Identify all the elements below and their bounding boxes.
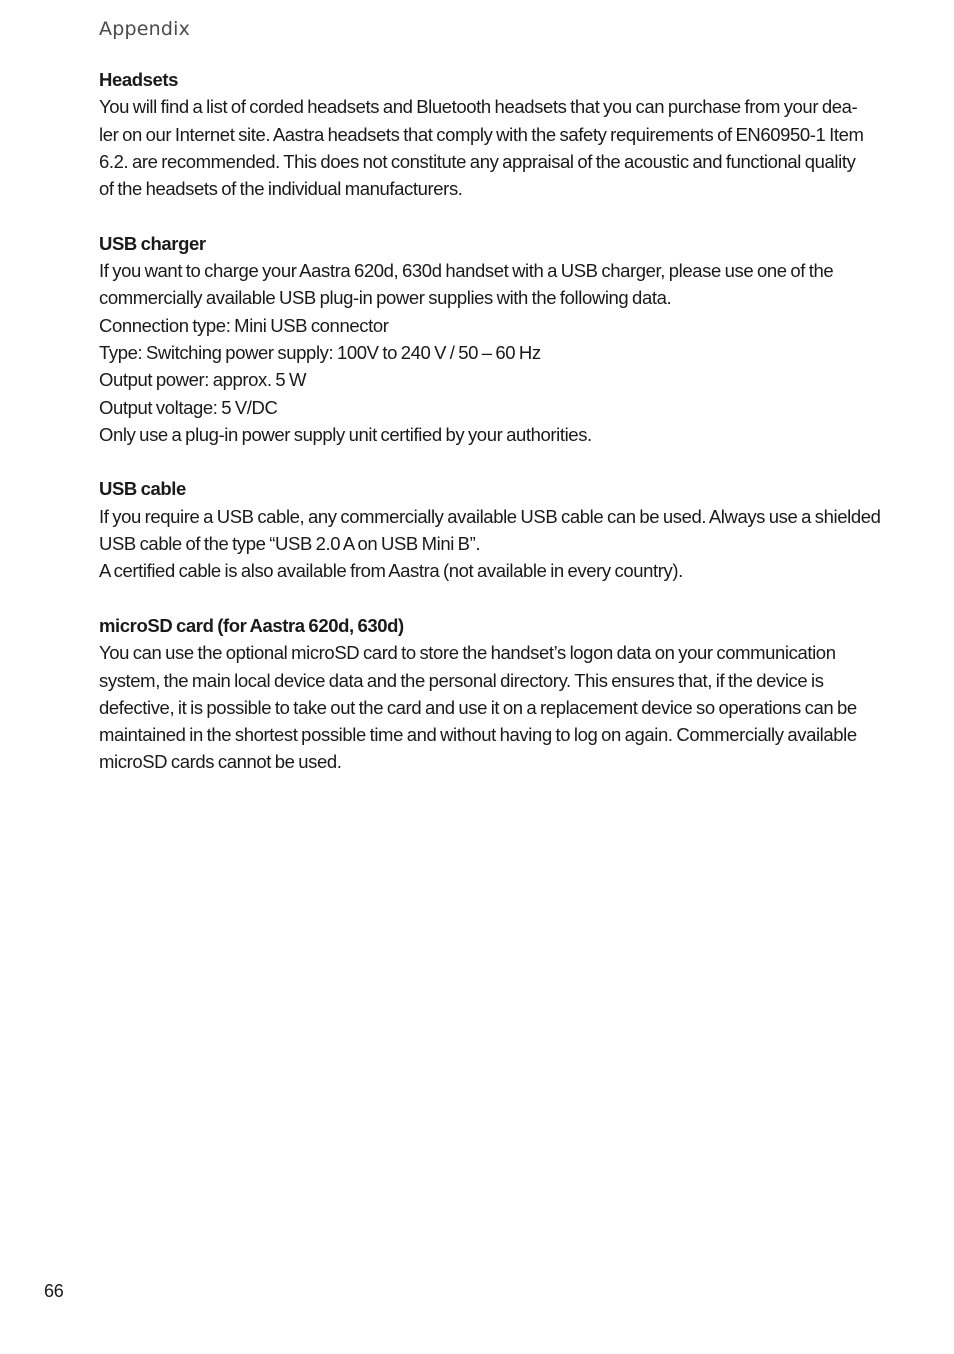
text-line: If you want to charge your Aastra 620d, 630d handset with a USB charger, please use one of the — [99, 260, 834, 282]
section-paragraph — [99, 93, 889, 202]
section-microsd-card — [99, 612, 889, 776]
text-line: USB cable of the type “USB 2.0 A on USB Mini B”. — [99, 533, 481, 555]
section-usb-charger — [99, 230, 889, 448]
text-line: Output voltage: 5 V/DC — [99, 396, 278, 418]
text-line: maintained in the shortest possible time and without having to log on again. Commercially available — [99, 724, 857, 746]
text-line: ler on our Internet site. Aastra headsets that comply with the safety requirements of EN60950-1 Item — [99, 123, 864, 145]
text-line: You will find a list of corded headsets and Bluetooth headsets that you can purchase from your dea- — [99, 96, 858, 118]
text-line: Only use a plug-in power supply unit certified by your authorities. — [99, 423, 592, 445]
text-line: system, the main local device data and the personal directory. This ensures that, if the device is — [99, 669, 824, 691]
text-line: of the headsets of the individual manufacturers. — [99, 178, 463, 200]
running-head: Appendix — [99, 18, 191, 40]
section-heading: USB charger — [99, 232, 206, 254]
text-line: You can use the optional microSD card to store the handset’s logon data on your communication — [99, 642, 836, 664]
text-line: Connection type: Mini USB connector — [99, 314, 389, 336]
section-paragraph — [99, 503, 889, 585]
text-line: If you require a USB cable, any commercially available USB cable can be used. Always use a shielded — [99, 505, 881, 527]
text-line: 6.2. are recommended. This does not constitute any appraisal of the acoustic and functional quality — [99, 150, 856, 172]
page-number: 66 — [44, 1281, 64, 1301]
section-paragraph — [99, 257, 889, 448]
document-body — [99, 66, 889, 803]
section-heading: USB cable — [99, 478, 186, 500]
text-line: commercially available USB plug-in power supplies with the following data. — [99, 287, 672, 309]
text-line: microSD cards cannot be used. — [99, 751, 342, 773]
section-paragraph — [99, 639, 889, 775]
text-line: Type: Switching power supply: 100V to 240 V / 50 – 60 Hz — [99, 341, 541, 363]
section-headsets — [99, 66, 889, 202]
text-line: Output power: approx. 5 W — [99, 369, 307, 391]
section-heading: Headsets — [99, 69, 179, 90]
section-heading: microSD card (for Aastra 620d, 630d) — [99, 614, 404, 636]
text-line: A certified cable is also available from Aastra (not available in every country). — [99, 560, 683, 582]
text-line: defective, it is possible to take out the card and use it on a replacement device so operations can be — [99, 696, 857, 718]
section-usb-cable — [99, 475, 889, 584]
